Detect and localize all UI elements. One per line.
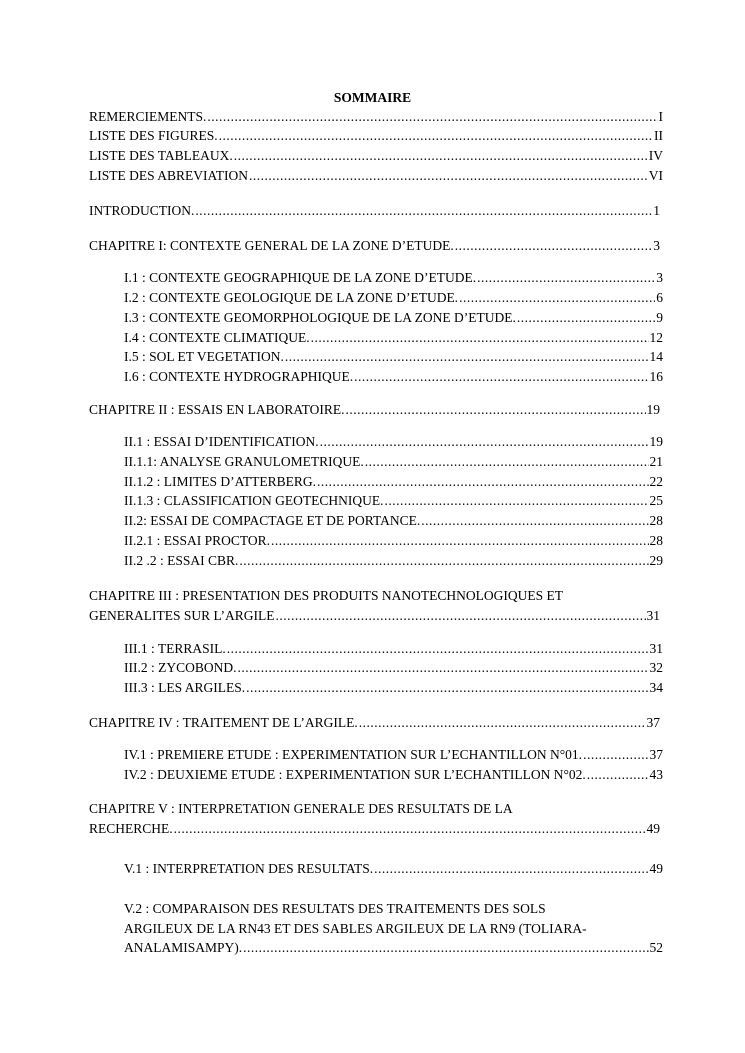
toc-page: 3 <box>656 270 663 285</box>
toc-entry-line[interactable]: V.2 : COMPARAISON DES RESULTATS DES TRAITEMENTS DES SOLS <box>124 901 546 916</box>
toc-label: II.2.1 : ESSAI PROCTOR. <box>124 533 271 548</box>
toc-label: II.1.2 : LIMITES D’ATTERBERG. <box>124 474 316 489</box>
leader-dots <box>195 202 652 220</box>
leader-dots <box>285 348 649 366</box>
toc-label: I.5 : SOL ET VEGETATION. <box>124 349 284 364</box>
toc-chapter-line[interactable]: CHAPITRE V : INTERPRETATION GENERALE DES RESULTATS DE LA <box>89 801 513 816</box>
toc-page: 31 <box>646 608 660 623</box>
toc-page: 21 <box>649 454 663 469</box>
toc-label: LISTE DES ABREVIATION <box>89 168 248 183</box>
leader-dots <box>587 766 649 784</box>
toc-page: VI <box>648 168 663 183</box>
toc-entry[interactable] <box>124 552 663 570</box>
toc-page: 28 <box>649 513 663 528</box>
leader-dots <box>207 108 657 126</box>
toc-page: 3 <box>653 238 660 253</box>
toc-entry[interactable] <box>124 453 663 471</box>
leader-dots <box>455 237 653 255</box>
leader-dots <box>219 127 653 145</box>
leader-dots <box>517 309 655 327</box>
toc-page: 34 <box>649 680 663 695</box>
toc-label: LISTE DES FIGURES. <box>89 128 218 143</box>
toc-entry[interactable] <box>89 108 663 126</box>
toc-label: I.1 : CONTEXTE GEOGRAPHIQUE DE LA ZONE D’ETUDE. <box>124 270 477 285</box>
toc-page: 12 <box>649 330 663 345</box>
toc-entry[interactable] <box>89 127 663 145</box>
toc-entry[interactable] <box>124 269 663 287</box>
toc-label: CHAPITRE IV : TRAITEMENT DE L’ARGILE. <box>89 715 358 730</box>
toc-page: 9 <box>656 310 663 325</box>
toc-page: 25 <box>649 493 663 508</box>
toc-page: 32 <box>649 660 663 675</box>
toc-entry[interactable] <box>124 860 663 878</box>
toc-entry-line[interactable]: ARGILEUX DE LA RN43 ET DES SABLES ARGILEUX DE LA RN9 (TOLIARA- <box>124 921 587 936</box>
toc-entry[interactable] <box>89 167 663 185</box>
toc-page: 14 <box>649 349 663 364</box>
toc-label: II.1.1: ANALYSE GRANULOMETRIQUE. <box>124 454 364 469</box>
leader-dots <box>239 552 648 570</box>
leader-dots <box>359 714 646 732</box>
toc-page: 1 <box>653 203 660 218</box>
leader-dots <box>385 492 649 510</box>
leader-dots <box>271 532 648 550</box>
toc-page: 16 <box>649 369 663 384</box>
toc-page: I <box>658 109 663 124</box>
toc-label: REMERCIEMENTS. <box>89 109 207 124</box>
toc-label: I.2 : CONTEXTE GEOLOGIQUE DE LA ZONE D’ETUDE. <box>124 290 459 305</box>
leader-dots <box>421 512 648 530</box>
toc-entry[interactable] <box>124 746 663 764</box>
toc-page: 19 <box>646 402 660 417</box>
leader-dots <box>276 607 646 625</box>
toc-entry[interactable] <box>124 348 663 366</box>
page-title: SOMMAIRE <box>333 90 412 105</box>
toc-page: 29 <box>649 553 663 568</box>
toc-page: 52 <box>649 940 663 955</box>
toc-chapter[interactable] <box>89 237 660 255</box>
toc-page: 37 <box>646 715 660 730</box>
leader-dots <box>374 860 648 878</box>
leader-dots <box>234 147 648 165</box>
leader-dots <box>583 746 648 764</box>
leader-dots <box>311 329 649 347</box>
toc-page: 31 <box>649 641 663 656</box>
toc-label: V.1 : INTERPRETATION DES RESULTATS. <box>124 861 374 876</box>
toc-page: 49 <box>649 861 663 876</box>
toc-entry[interactable] <box>89 147 663 165</box>
leader-dots <box>320 433 649 451</box>
toc-entry[interactable] <box>124 473 663 491</box>
toc-entry[interactable] <box>124 309 663 327</box>
toc-entry[interactable] <box>124 659 663 677</box>
toc-label: II.1 : ESSAI D’IDENTIFICATION. <box>124 434 319 449</box>
toc-entry[interactable] <box>124 329 663 347</box>
toc-page: 37 <box>649 747 663 762</box>
leader-dots <box>365 453 649 471</box>
toc-page: 19 <box>649 434 663 449</box>
leader-dots <box>227 640 649 658</box>
toc-label: IV.2 : DEUXIEME ETUDE : EXPERIMENTATION SUR L’ECHANTILLON N°02. <box>124 767 586 782</box>
toc-entry[interactable] <box>124 679 663 697</box>
toc-page: II <box>654 128 663 143</box>
toc-label: III.1 : TERRASIL. <box>124 641 226 656</box>
leader-dots <box>477 269 655 287</box>
toc-label: RECHERCHE. <box>89 821 173 836</box>
toc-entry[interactable] <box>124 289 663 307</box>
toc-chapter[interactable] <box>89 820 660 838</box>
toc-page: 6 <box>656 290 663 305</box>
toc-label: IV.1 : PREMIERE ETUDE : EXPERIMENTATION SUR L’ECHANTILLON N°01. <box>124 747 583 762</box>
toc-entry[interactable] <box>124 512 663 530</box>
toc-page: 49 <box>646 821 660 836</box>
toc-chapter[interactable] <box>89 607 660 625</box>
toc-label: INTRODUCTION. <box>89 203 195 218</box>
toc-entry[interactable] <box>89 202 660 220</box>
toc-page: 43 <box>649 767 663 782</box>
leader-dots <box>317 473 649 491</box>
leader-dots <box>249 167 648 185</box>
toc-label: GENERALITES SUR L’ARGILE <box>89 608 275 623</box>
leader-dots <box>246 679 648 697</box>
toc-entry[interactable] <box>124 766 663 784</box>
toc-label: III.2 : ZYCOBOND. <box>124 660 237 675</box>
leader-dots <box>354 368 648 386</box>
toc-entry[interactable] <box>124 433 663 451</box>
toc-label: CHAPITRE I: CONTEXTE GENERAL DE LA ZONE D’ETUDE. <box>89 238 454 253</box>
toc-chapter[interactable] <box>89 714 660 732</box>
leader-dots <box>243 939 648 957</box>
toc-entry[interactable] <box>124 640 663 658</box>
toc-label: CHAPITRE II : ESSAIS EN LABORATOIRE. <box>89 402 345 417</box>
toc-label: II.2: ESSAI DE COMPACTAGE ET DE PORTANCE. <box>124 513 421 528</box>
toc-label: ANALAMISAMPY). <box>124 940 243 955</box>
toc-chapter[interactable] <box>89 401 660 419</box>
toc-label: II.2 .2 : ESSAI CBR. <box>124 553 239 568</box>
toc-label: LISTE DES TABLEAUX. <box>89 148 233 163</box>
toc-chapter-line[interactable]: CHAPITRE III : PRESENTATION DES PRODUITS NANOTECHNOLOGIQUES ET <box>89 588 564 603</box>
leader-dots <box>346 401 646 419</box>
leader-dots <box>238 659 649 677</box>
toc-page: 28 <box>649 533 663 548</box>
toc-label: I.6 : CONTEXTE HYDROGRAPHIQUE. <box>124 369 354 384</box>
toc-entry[interactable] <box>124 939 663 957</box>
leader-dots <box>174 820 646 838</box>
toc-entry[interactable] <box>124 492 663 510</box>
toc-label: I.4 : CONTEXTE CLIMATIQUE. <box>124 330 310 345</box>
toc-label: III.3 : LES ARGILES. <box>124 680 246 695</box>
toc-page: 22 <box>649 474 663 489</box>
toc-label: I.3 : CONTEXTE GEOMORPHOLOGIQUE DE LA ZONE D’ETUDE. <box>124 310 516 325</box>
toc-entry[interactable] <box>124 368 663 386</box>
toc-entry[interactable] <box>124 532 663 550</box>
leader-dots <box>459 289 655 307</box>
toc-page: IV <box>648 148 663 163</box>
toc-label: II.1.3 : CLASSIFICATION GEOTECHNIQUE. <box>124 493 384 508</box>
